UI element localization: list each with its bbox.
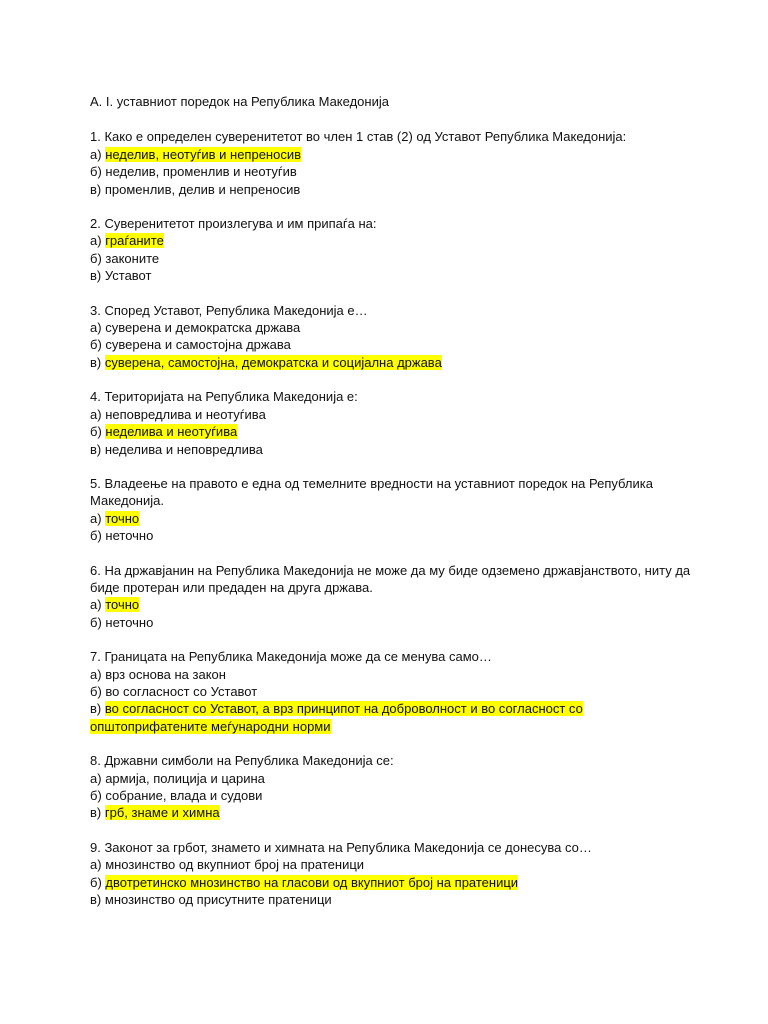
question-text: 4. Територијата на Република Македонија е:	[90, 389, 358, 405]
option-prefix: а)	[90, 770, 102, 786]
option-prefix: а)	[90, 146, 102, 162]
option-text: неточно	[105, 528, 154, 544]
option-prefix: б)	[90, 614, 102, 630]
question-block	[90, 302, 700, 372]
answer-option	[90, 804, 700, 821]
question-block	[90, 388, 700, 458]
document-title: А. I. уставниот поредок на Република Македонија	[90, 94, 389, 109]
option-text-highlighted: неделив, неотуѓив и непреносив	[105, 146, 302, 162]
option-prefix: б)	[90, 250, 102, 266]
option-text: суверена и самостојна држава	[105, 337, 291, 353]
answer-option	[90, 787, 700, 804]
option-prefix: в)	[90, 268, 102, 284]
option-prefix: а)	[90, 666, 102, 682]
answer-option	[90, 770, 700, 787]
option-text-highlighted: точно	[105, 597, 140, 613]
answer-option	[90, 163, 700, 180]
answer-option	[90, 406, 700, 423]
answer-option	[90, 874, 700, 891]
answer-option	[90, 891, 700, 908]
option-text: армија, полиција и царина	[105, 770, 265, 786]
option-prefix: в)	[90, 892, 102, 908]
option-text: Уставот	[104, 268, 152, 284]
option-prefix: в)	[90, 354, 102, 370]
answer-option	[90, 527, 700, 544]
option-text: суверена и демократска држава	[105, 320, 301, 336]
option-text: врз основа на закон	[105, 666, 226, 682]
option-text-highlighted: точно	[105, 510, 140, 526]
option-prefix: а)	[90, 857, 102, 873]
option-prefix: б)	[90, 874, 102, 890]
option-text: променлив, делив и непреносив	[104, 181, 301, 197]
question-text: 9. Законот за грбот, знамето и химната на Република Македонија се донесува со…	[90, 839, 592, 855]
document-page	[90, 93, 700, 925]
option-text: во согласност со Уставот	[105, 683, 258, 699]
question-block	[90, 648, 700, 735]
option-text-highlighted: граѓаните	[105, 233, 164, 249]
option-text-highlighted: грб, знаме и химна	[104, 805, 220, 821]
answer-option	[90, 683, 700, 700]
answer-option	[90, 319, 700, 336]
option-prefix: а)	[90, 233, 102, 249]
question-text: 3. Според Уставот, Република Македонија е…	[90, 302, 368, 318]
answer-option	[90, 700, 700, 735]
question-block	[90, 215, 700, 285]
option-text: неделив, променлив и неотуѓив	[105, 164, 297, 180]
option-prefix: б)	[90, 164, 102, 180]
question-text: 5. Владеење на правото е една од темелните вредности на уставниот поредок на Република Македонија.	[90, 475, 653, 509]
option-prefix: в)	[90, 805, 102, 821]
option-prefix: б)	[90, 337, 102, 353]
option-text: мнозинство од присутните пратеници	[104, 892, 332, 908]
answer-option	[90, 423, 700, 440]
option-prefix: в)	[90, 701, 102, 717]
answer-option	[90, 250, 700, 267]
option-prefix: в)	[90, 181, 102, 197]
question-text: 8. Државни симболи на Република Македонија се:	[90, 753, 394, 769]
question-text: 7. Границата на Република Македонија може да се менува само…	[90, 649, 492, 665]
question-text: 2. Суверенитетот произлегува и им припаѓа на:	[90, 216, 377, 232]
question-text: 6. На државјанин на Република Македонија не може да му биде одземено државјанството, ниту да биде протеран или предаден на друга држава.	[90, 562, 691, 595]
answer-option	[90, 232, 700, 249]
question-block	[90, 562, 700, 632]
option-text-highlighted: двотретинско мнозинство на гласови од вкупниот број на пратеници	[105, 874, 519, 890]
answer-option	[90, 146, 700, 163]
answer-option	[90, 354, 700, 371]
question-list	[90, 128, 700, 908]
option-text: неповредлива и неотуѓива	[105, 406, 266, 422]
option-text: мнозинство од вкупниот број на пратеници	[105, 857, 365, 873]
option-prefix: а)	[90, 320, 102, 336]
question-text: 1. Како е определен суверенитетот во член 1 став (2) од Уставот Република Македонија:	[90, 129, 627, 145]
option-text-highlighted: во согласност со Уставот, а врз принципот на доброволност и во согласност со општоприфатените меѓународни норми	[90, 701, 583, 734]
option-prefix: а)	[90, 510, 102, 526]
question-block	[90, 475, 700, 545]
option-text-highlighted: суверена, самостојна, демократска и социјална држава	[104, 354, 442, 370]
option-text: неделива и неповредлива	[104, 441, 263, 457]
option-text: неточно	[105, 614, 154, 630]
option-text: законите	[105, 250, 160, 266]
option-prefix: б)	[90, 788, 102, 803]
option-text: собрание, влада и судови	[105, 788, 263, 803]
answer-option	[90, 856, 700, 873]
question-block	[90, 752, 700, 822]
option-text-highlighted: неделива и неотуѓива	[105, 424, 238, 440]
option-prefix: в)	[90, 441, 102, 457]
question-block	[90, 128, 700, 198]
option-prefix: а)	[90, 597, 102, 613]
answer-option	[90, 510, 700, 527]
option-prefix: б)	[90, 683, 102, 699]
answer-option	[90, 181, 700, 198]
option-prefix: а)	[90, 406, 102, 422]
answer-option	[90, 666, 700, 683]
question-block	[90, 839, 700, 909]
answer-option	[90, 267, 700, 284]
answer-option	[90, 441, 700, 458]
option-prefix: б)	[90, 528, 102, 544]
answer-option	[90, 596, 700, 613]
answer-option	[90, 336, 700, 353]
option-prefix: б)	[90, 424, 102, 440]
answer-option	[90, 614, 700, 631]
